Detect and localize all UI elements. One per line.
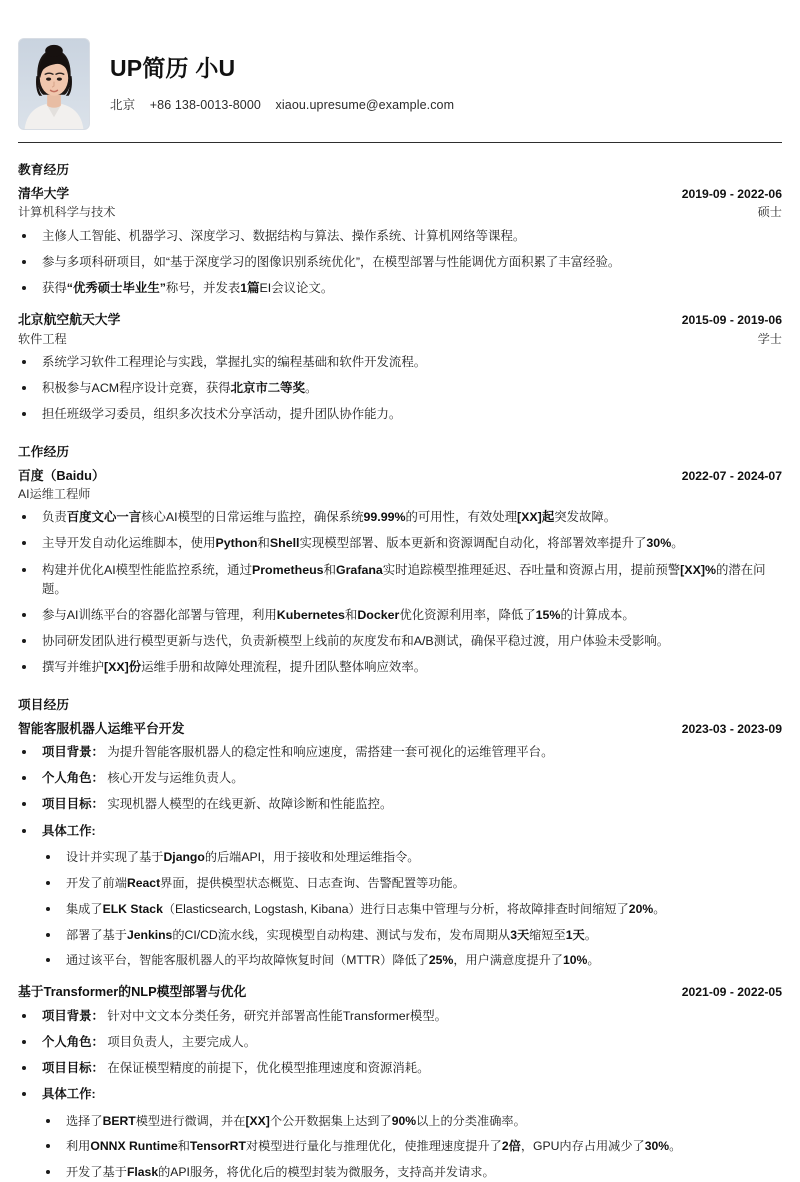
text-run-emphasis: 百度文心一言 [67,510,141,524]
text-run: 利用 [66,1139,90,1153]
entry-subtitle: 软件工程 [18,330,67,348]
text-run: 优化资源利用率，降低了 [399,608,535,622]
text-run: 针对中文文本分类任务，研究并部署高性能Transformer模型。 [104,1009,447,1023]
text-run: ，GPU内存占用减少了 [521,1139,645,1153]
text-run-emphasis: 90% [392,1114,416,1128]
text-run-emphasis: BERT [103,1114,136,1128]
bullet-item [18,1007,782,1026]
text-run-emphasis: [XX]% [680,563,716,577]
entry-organization: 基于Transformer的NLP模型部署与优化 [18,982,246,1001]
bullet-item [18,253,782,272]
text-run: ，用户满意度提升了 [453,953,563,967]
entry-subtitle: 计算机科学与技术 [18,203,116,221]
text-run: 个公开数据集上达到了 [270,1114,392,1128]
text-run: 突发故障。 [554,510,616,524]
bullet-list [18,353,782,425]
sub-bullet-item [42,900,782,919]
entry-subheader-row [18,203,782,221]
text-run-emphasis: 2倍 [502,1139,521,1153]
text-run-emphasis: 项目目标： [42,797,104,811]
text-run: （Elasticsearch, Logstash, Kibana）进行日志集中管理与分析，将故障排查时间缩短了 [163,902,629,916]
text-run: 。 [669,1139,681,1153]
bullet-list [18,508,782,678]
header-divider [18,142,782,143]
text-run: 实时追踪模型推理延迟、吞吐量和资源占用，提前预警 [383,563,680,577]
bullet-list [18,743,782,970]
entry-subheader-row [18,485,782,503]
bullet-item [18,279,782,298]
text-run-emphasis: Grafana [336,563,383,577]
bullet-item [18,769,782,788]
experience-entry [18,719,782,971]
text-run-emphasis: Docker [357,608,399,622]
bullet-item [18,1059,782,1078]
text-run: 担任班级学习委员，组织多次技术分享活动，提升团队协作能力。 [42,407,401,421]
section-work [18,441,782,678]
text-run: 为提升智能客服机器人的稳定性和响应速度，需搭建一套可视化的运维管理平台。 [104,745,554,759]
text-run-emphasis: 20% [629,902,653,916]
text-run: 缩短至 [529,928,566,942]
text-run-emphasis: 10% [563,953,587,967]
text-run-emphasis: 具体工作: [42,1087,96,1101]
text-run-emphasis: Python [215,536,257,550]
text-run-emphasis: ELK Stack [103,902,163,916]
text-run: 设计并实现了基于 [66,850,164,864]
text-run: 和 [257,536,269,550]
entry-organization: 北京航空航天大学 [18,310,120,329]
sub-bullet-list [42,848,782,971]
section-title: 工作经历 [18,441,782,460]
section-title: 教育经历 [18,159,782,178]
text-run: 称号，并发表 [166,281,240,295]
entry-organization: 百度（Baidu） [18,466,105,485]
identity-block [110,55,454,114]
bullet-list [18,1007,782,1182]
entry-subtitle: AI运维工程师 [18,485,90,503]
contact-phone: +86 138-0013-8000 [150,98,261,112]
entry-subheader-row [18,330,782,348]
bullet-item [18,561,782,599]
text-run-emphasis: [XX] [245,1114,269,1128]
text-run-emphasis: 具体工作: [42,824,96,838]
text-run: EI会议论文。 [260,281,334,295]
text-run-emphasis: 项目背景： [42,1009,104,1023]
text-run: 的可用性，有效处理 [406,510,518,524]
sub-bullet-item [42,1163,782,1182]
text-run: 协同研发团队进行模型更新与迭代，负责新模型上线前的灰度发布和A/B测试，确保平稳过渡，用户体验未受影响。 [42,634,669,648]
text-run: 。 [305,381,317,395]
text-run-emphasis: 北京市二等奖 [231,381,305,395]
text-run: 项目负责人，主要完成人。 [104,1035,256,1049]
text-run: 。 [671,536,683,550]
text-run: 的计算成本。 [560,608,634,622]
text-run: 运维手册和故障处理流程，提升团队整体响应效率。 [141,660,426,674]
text-run-emphasis: 99.99% [363,510,405,524]
section-projects [18,694,782,1182]
text-run: 和 [345,608,357,622]
text-run: 对模型进行量化与推理优化，使推理速度提升了 [246,1139,502,1153]
bullet-item [18,795,782,814]
text-run-emphasis: 个人角色： [42,1035,104,1049]
resume-sections [18,159,782,1182]
text-run-emphasis: 15% [536,608,561,622]
sub-bullet-item [42,848,782,867]
text-run: 集成了 [66,902,103,916]
text-run: 。 [653,902,665,916]
text-run-emphasis: 个人角色： [42,771,104,785]
contact-email: xiaou.upresume@example.com [276,98,455,112]
text-run: 开发了基于 [66,1165,127,1179]
entry-header-row [18,466,782,485]
text-run: 模型进行微调，并在 [136,1114,246,1128]
text-run: 选择了 [66,1114,103,1128]
text-run: 通过该平台，智能客服机器人的平均故障恢复时间（MTTR）降低了 [66,953,429,967]
text-run: 以上的分类准确率。 [416,1114,526,1128]
text-run-emphasis: Flask [127,1165,158,1179]
experience-entry [18,466,782,678]
text-run-emphasis: [XX]份 [104,660,141,674]
bullet-item [18,658,782,677]
entry-header-row [18,982,782,1001]
text-run: 积极参与ACM程序设计竞赛，获得 [42,381,231,395]
entry-date-range: 2019-09 - 2022-06 [682,185,782,203]
text-run: 核心AI模型的日常运维与监控，确保系统 [141,510,363,524]
bullet-item [18,606,782,625]
text-run: 参与AI训练平台的容器化部署与管理，利用 [42,608,277,622]
entry-header-row [18,310,782,329]
bullet-item [18,227,782,246]
text-run-emphasis: 30% [646,536,671,550]
text-run: 的后端API，用于接收和处理运维指令。 [205,850,420,864]
text-run: 核心开发与运维负责人。 [104,771,244,785]
text-run: 界面，提供模型状态概览、日志查询、告警配置等功能。 [160,876,465,890]
text-run-emphasis: Django [164,850,205,864]
text-run: 构建并优化AI模型性能监控系统，通过 [42,563,252,577]
bullet-item [18,743,782,762]
person-name: UP简历 小U [110,55,454,83]
section-title: 项目经历 [18,694,782,713]
text-run-emphasis: 1篇 [240,281,259,295]
text-run: 部署了基于 [66,928,127,942]
entry-date-range: 2022-07 - 2024-07 [682,467,782,485]
sub-bullet-item [42,1112,782,1131]
text-run: 系统学习软件工程理论与实践，掌握扎实的编程基础和软件开发流程。 [42,355,426,369]
bullet-item [18,1033,782,1052]
text-run: 的API服务，将优化后的模型封装为微服务，支持高并发请求。 [158,1165,495,1179]
entry-organization: 智能客服机器人运维平台开发 [18,719,184,738]
experience-entry [18,310,782,424]
text-run: 实现模型部署、版本更新和资源调配自动化，将部署效率提升了 [299,536,646,550]
entry-degree: 学士 [758,330,782,348]
entry-header-row [18,184,782,203]
experience-entry [18,982,782,1182]
bullet-item [18,1085,782,1182]
entry-header-row [18,719,782,738]
text-run-emphasis: React [127,876,160,890]
sub-bullet-item [42,1137,782,1156]
text-run-emphasis: Prometheus [252,563,324,577]
text-run-emphasis: ONNX Runtime [90,1139,177,1153]
text-run: 主修人工智能、机器学习、深度学习、数据结构与算法、操作系统、计算机网络等课程。 [42,229,525,243]
text-run-emphasis: Shell [270,536,300,550]
sub-bullet-item [42,926,782,945]
text-run-emphasis: 项目目标： [42,1061,104,1075]
text-run-emphasis: 30% [645,1139,669,1153]
sub-bullet-item [42,951,782,970]
entry-organization: 清华大学 [18,184,69,203]
bullet-item [18,632,782,651]
resume-header [18,0,782,130]
experience-entry [18,184,782,298]
text-run-emphasis: 项目背景： [42,745,104,759]
entry-date-range: 2015-09 - 2019-06 [682,311,782,329]
entry-degree: 硕士 [758,203,782,221]
text-run-emphasis: Kubernetes [277,608,345,622]
text-run-emphasis: TensorRT [190,1139,246,1153]
text-run: 和 [324,563,336,577]
text-run: 负责 [42,510,67,524]
bullet-item [18,353,782,372]
bullet-item [18,379,782,398]
text-run: 。 [587,953,599,967]
section-education [18,159,782,425]
text-run: 在保证模型精度的前提下，优化模型推理速度和资源消耗。 [104,1061,430,1075]
text-run: 实现机器人模型的在线更新、故障诊断和性能监控。 [104,797,392,811]
bullet-item [18,508,782,527]
text-run: 的潜在问题。 [42,563,766,596]
text-run-emphasis: 25% [429,953,453,967]
bullet-item [18,405,782,424]
text-run-emphasis: [XX]起 [517,510,554,524]
text-run: 撰写并维护 [42,660,104,674]
text-run-emphasis: Jenkins [127,928,172,942]
text-run: 获得 [42,281,67,295]
bullet-list [18,227,782,299]
contact-location: 北京 [110,98,135,112]
text-run: 。 [585,928,597,942]
portrait-photo-avatar [18,38,90,130]
text-run: 的CI/CD流水线，实现模型自动构建、测试与发布，发布周期从 [172,928,510,942]
text-run-emphasis: “优秀硕士毕业生” [67,281,166,295]
bullet-item [18,822,782,971]
entry-date-range: 2021-09 - 2022-05 [682,983,782,1001]
text-run-emphasis: 3天 [510,928,529,942]
entry-date-range: 2023-03 - 2023-09 [682,720,782,738]
sub-bullet-item [42,874,782,893]
text-run: 和 [178,1139,190,1153]
bullet-item [18,534,782,553]
text-run-emphasis: 1天 [566,928,585,942]
text-run: 主导开发自动化运维脚本，使用 [42,536,215,550]
contact-line [110,95,454,113]
text-run: 开发了前端 [66,876,127,890]
text-run: 参与多项科研项目，如“基于深度学习的图像识别系统优化”，在模型部署与性能调优方面积累了丰富经验。 [42,255,620,269]
sub-bullet-list [42,1112,782,1182]
